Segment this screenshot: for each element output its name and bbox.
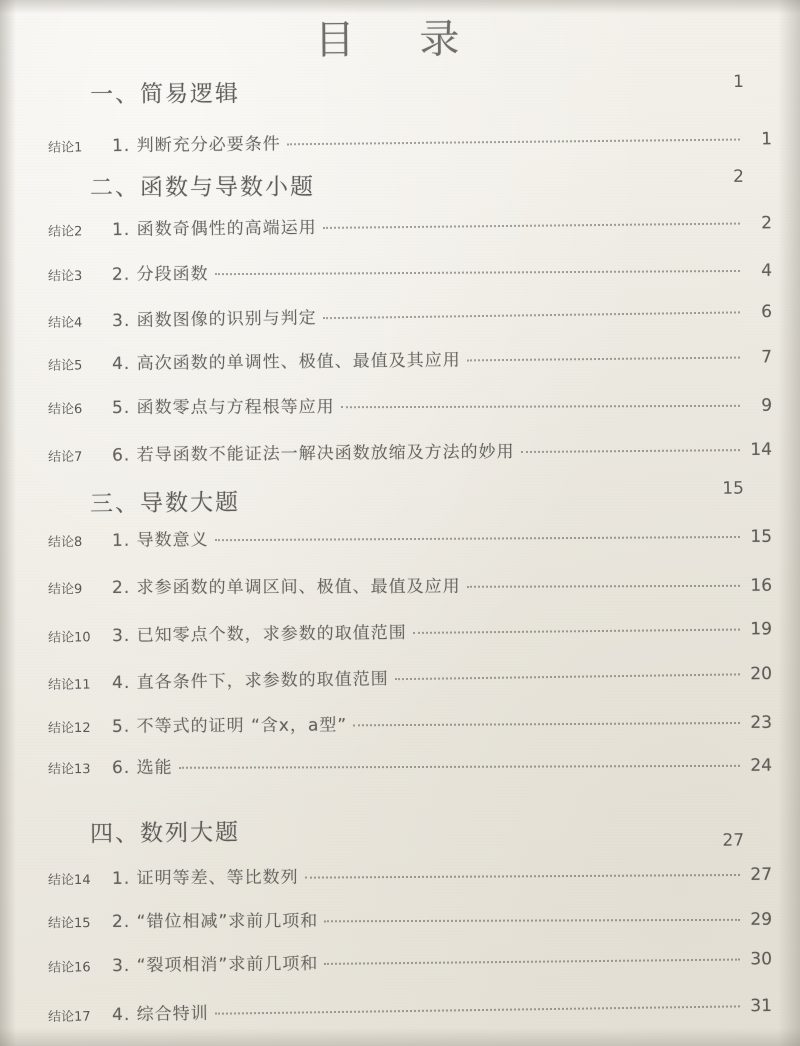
leader-dots <box>353 722 740 726</box>
toc-entry[interactable] <box>48 659 772 694</box>
leader-dots <box>324 919 740 922</box>
entry-title: 2. “错位相减”求前几项和 <box>111 911 319 933</box>
entry-tag: 结论8 <box>47 535 83 551</box>
leader-dots <box>323 311 740 319</box>
entry-tag: 结论6 <box>47 402 83 418</box>
entry-title: 1. 导数意义 <box>111 530 209 551</box>
entry-title: 6. 若导函数不能证法一解决函数放缩及方法的妙用 <box>111 442 515 466</box>
toc-entry[interactable] <box>48 860 772 889</box>
leader-dots <box>215 270 740 275</box>
entry-tag: 结论17 <box>47 1009 91 1026</box>
entry-tag: 结论12 <box>47 720 91 737</box>
toc-entry[interactable] <box>48 991 772 1026</box>
entry-page-number: 19 <box>750 619 773 640</box>
section-heading-text: 三、导数大题 <box>89 489 241 518</box>
entry-page-number: 30 <box>750 949 773 970</box>
section-heading <box>48 808 772 849</box>
entry-tag: 结论16 <box>47 960 91 976</box>
entry-page-number: 20 <box>750 663 773 685</box>
leader-dots <box>305 874 740 879</box>
entry-title: 1. 判断充分必要条件 <box>111 134 281 157</box>
section-heading <box>48 72 772 109</box>
entry-title: 3. “裂项相消”求前几项和 <box>111 953 319 977</box>
entry-tag: 结论10 <box>47 630 91 646</box>
leader-dots <box>215 536 740 541</box>
entry-page-number: 15 <box>750 526 773 547</box>
entry-page-number: 9 <box>761 395 773 416</box>
entry-title: 1. 证明等差、等比数列 <box>111 867 299 889</box>
leader-dots <box>215 1005 740 1014</box>
toc-entry[interactable] <box>48 571 772 599</box>
toc-entry[interactable] <box>48 391 772 419</box>
entry-title: 5. 函数零点与方程根等应用 <box>111 397 335 419</box>
section-heading <box>48 478 772 519</box>
leader-dots <box>467 585 740 588</box>
entry-title: 1. 函数奇偶性的高端运用 <box>111 217 317 241</box>
entry-page-number: 14 <box>750 439 773 461</box>
entry-tag: 结论5 <box>47 358 83 374</box>
entry-page-number: 27 <box>750 864 773 885</box>
toc-entry[interactable] <box>48 708 772 737</box>
section-page-number: 1 <box>733 71 745 93</box>
entry-title: 3. 已知零点个数，求参数的取值范围 <box>111 623 407 647</box>
section-page-number: 27 <box>722 830 745 851</box>
entry-page-number: 31 <box>750 995 773 1017</box>
leader-dots <box>287 139 740 146</box>
leader-dots <box>521 449 740 453</box>
entry-page-number: 4 <box>761 260 773 281</box>
page-title: 目 录 <box>314 16 486 64</box>
section-heading-text: 二、函数与导数小题 <box>89 174 316 202</box>
entry-page-number: 29 <box>750 909 773 930</box>
section-page-number: 15 <box>722 478 745 499</box>
entry-tag: 结论9 <box>47 582 83 598</box>
toc-entry[interactable] <box>48 522 772 551</box>
toc-entry[interactable] <box>48 905 772 933</box>
section-heading <box>48 167 772 203</box>
entry-title: 4. 直各条件下，求参数的取值范围 <box>111 669 389 694</box>
entry-title: 2. 求参函数的单调区间、极值、最值及应用 <box>111 576 461 599</box>
entry-page-number: 7 <box>761 347 773 368</box>
leader-dots <box>179 765 740 769</box>
toc-entry[interactable] <box>48 614 772 647</box>
entry-title: 4. 综合特训 <box>111 1003 209 1026</box>
toc-entry[interactable] <box>48 124 772 157</box>
entry-title: 5. 不等式的证明 “含x，a型” <box>111 715 348 737</box>
entry-tag: 结论14 <box>47 872 91 889</box>
leader-dots <box>323 223 740 229</box>
toc-entry[interactable] <box>48 944 772 977</box>
entry-tag: 结论11 <box>47 677 91 694</box>
entry-title: 4. 高次函数的单调性、极值、最值及其应用 <box>111 350 461 375</box>
toc-entry[interactable] <box>48 297 772 332</box>
entry-page-number: 6 <box>761 301 773 323</box>
entry-page-number: 1 <box>761 129 773 150</box>
entry-tag: 结论1 <box>47 140 83 156</box>
leader-dots <box>413 629 740 634</box>
entry-title: 6. 选能 <box>111 757 173 779</box>
entry-title: 2. 分段函数 <box>111 264 209 285</box>
entry-tag: 结论13 <box>47 762 91 778</box>
entry-page-number: 2 <box>761 213 773 234</box>
section-page-number: 2 <box>733 166 745 187</box>
entry-page-number: 16 <box>750 575 773 596</box>
leader-dots <box>341 405 740 408</box>
entry-tag: 结论7 <box>47 449 83 466</box>
page-bottom-shading <box>0 1028 800 1046</box>
toc-entry[interactable] <box>48 751 772 779</box>
toc-entry[interactable] <box>48 435 772 466</box>
section-heading-text: 四、数列大题 <box>89 819 241 848</box>
leader-dots <box>395 673 740 680</box>
entry-page-number: 24 <box>750 755 773 776</box>
entry-title: 3. 函数图像的识别与判定 <box>111 308 317 332</box>
leader-dots <box>467 357 740 362</box>
entry-tag: 结论2 <box>47 224 83 240</box>
toc-entry[interactable] <box>48 342 772 375</box>
leader-dots <box>324 959 740 965</box>
toc-entry[interactable] <box>48 208 772 241</box>
entry-tag: 结论3 <box>47 269 83 285</box>
entry-page-number: 23 <box>750 712 773 733</box>
entry-tag: 结论15 <box>47 916 91 932</box>
toc-entry[interactable] <box>48 256 772 285</box>
entry-tag: 结论4 <box>47 315 83 332</box>
section-heading-text: 一、简易逻辑 <box>89 81 241 108</box>
